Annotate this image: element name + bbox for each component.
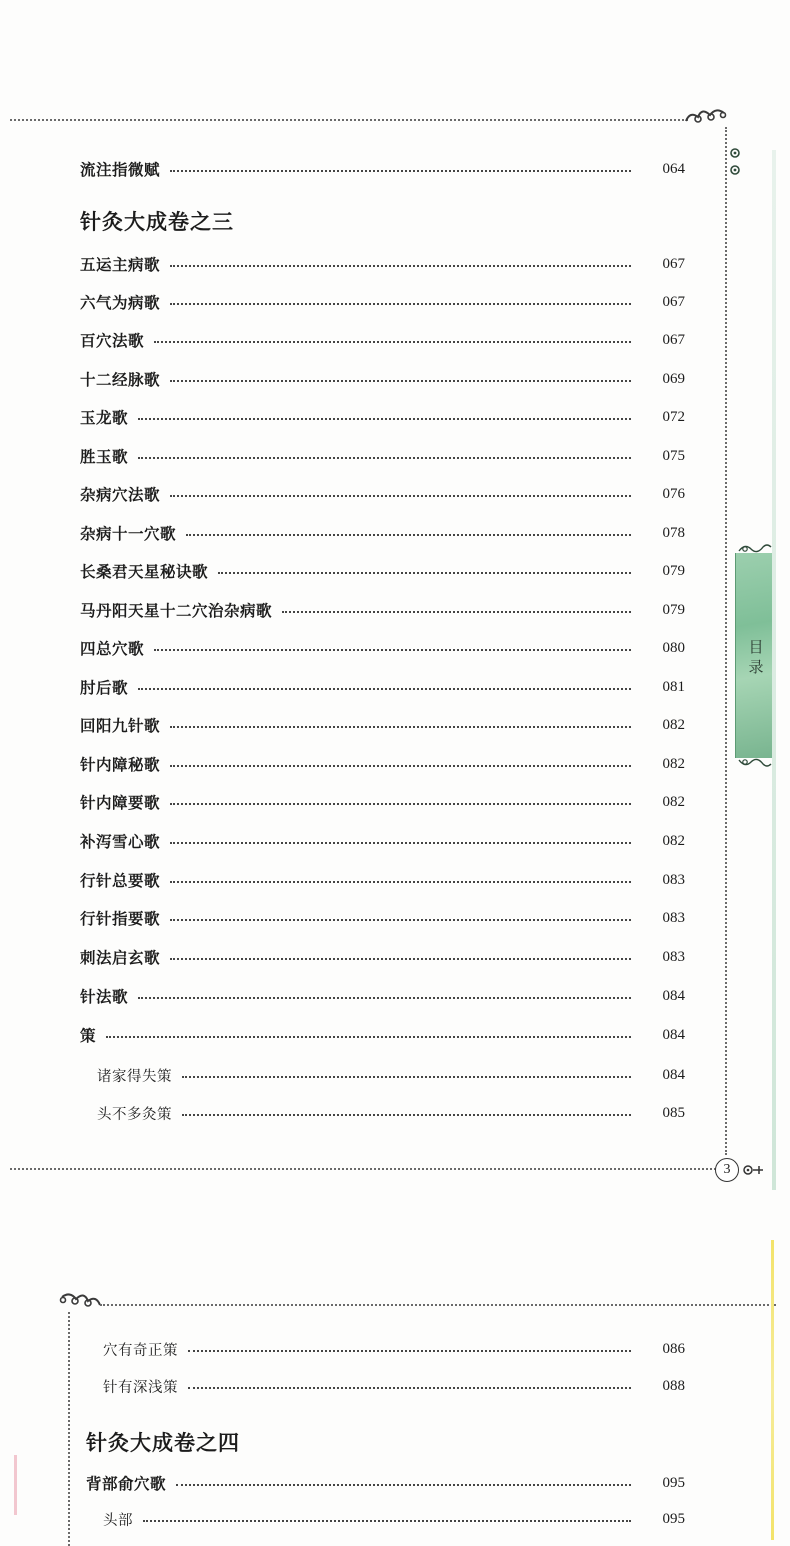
entry-title: 肘后歌 xyxy=(80,679,129,697)
dot-leader xyxy=(170,495,631,497)
entry-title: 头不多灸策 xyxy=(97,1106,172,1123)
toc-entry[interactable] xyxy=(80,829,685,853)
toc-sub-entry[interactable] xyxy=(97,1101,685,1125)
entry-page: 078 xyxy=(662,524,685,541)
entry-title: 五运主病歌 xyxy=(80,256,161,274)
toc-entry[interactable] xyxy=(80,157,685,181)
toc-entry[interactable] xyxy=(80,598,685,622)
entry-page: 084 xyxy=(662,987,685,1004)
entry-title: 四总穴歌 xyxy=(80,640,145,658)
toc-sub-entry[interactable] xyxy=(97,1063,685,1087)
entry-title: 针内障要歌 xyxy=(80,794,161,812)
dot-leader xyxy=(170,726,631,728)
entry-page: 082 xyxy=(662,755,685,772)
dot-leader xyxy=(170,265,631,267)
entry-title: 杂病十一穴歌 xyxy=(80,525,177,543)
dot-leader xyxy=(143,1520,631,1522)
entry-page: 082 xyxy=(662,793,685,810)
dot-leader xyxy=(186,534,631,536)
dot-leader xyxy=(170,842,631,844)
entry-page: 088 xyxy=(662,1377,685,1394)
entry-page: 067 xyxy=(662,293,685,310)
bottom-dotted-border xyxy=(10,1168,716,1170)
dot-leader xyxy=(138,997,631,999)
left-dotted-border xyxy=(68,1312,70,1546)
entry-page: 095 xyxy=(662,1510,685,1527)
entry-page: 083 xyxy=(662,909,685,926)
toc-entry[interactable] xyxy=(80,252,685,276)
section-title: 针灸大成卷之四 xyxy=(86,1431,240,1455)
entry-page: 072 xyxy=(662,408,685,425)
cloud-ornament-icon xyxy=(684,103,730,129)
dot-leader xyxy=(188,1350,631,1352)
toc-entry[interactable] xyxy=(80,521,685,545)
entry-title: 策 xyxy=(80,1027,97,1045)
entry-title: 行针指要歌 xyxy=(80,910,161,928)
section-title: 针灸大成卷之三 xyxy=(80,210,234,234)
entry-page: 082 xyxy=(662,832,685,849)
entry-page: 067 xyxy=(662,255,685,272)
toc-sub-entry[interactable] xyxy=(103,1507,685,1531)
toc-entry[interactable] xyxy=(80,984,685,1008)
entry-title: 胜玉歌 xyxy=(80,448,129,466)
toc-entry[interactable] xyxy=(80,559,685,583)
toc-entry[interactable] xyxy=(80,405,685,429)
toc-entry[interactable] xyxy=(86,1471,685,1495)
dot-leader xyxy=(282,611,631,613)
toc-entry[interactable] xyxy=(80,945,685,969)
top-dotted-border xyxy=(10,119,688,121)
dot-leader xyxy=(170,765,631,767)
toc-entry[interactable] xyxy=(80,752,685,776)
entry-title: 针内障秘歌 xyxy=(80,756,161,774)
dot-leader xyxy=(170,919,631,921)
dot-leader xyxy=(188,1387,631,1389)
entry-title: 补泻雪心歌 xyxy=(80,833,161,851)
dot-leader xyxy=(170,170,631,172)
entry-page: 084 xyxy=(662,1026,685,1043)
entry-title: 百穴法歌 xyxy=(80,332,145,350)
entry-title: 六气为病歌 xyxy=(80,294,161,312)
page-edge-mark xyxy=(14,1455,17,1515)
entry-title: 回阳九针歌 xyxy=(80,717,161,735)
toc-entry[interactable] xyxy=(80,290,685,314)
dot-leader xyxy=(170,303,631,305)
entry-title: 背部俞穴歌 xyxy=(86,1475,167,1493)
toc-side-tab[interactable] xyxy=(735,553,776,758)
entry-title: 针有深浅策 xyxy=(103,1379,178,1396)
entry-title: 刺法启玄歌 xyxy=(80,949,161,967)
entry-page: 084 xyxy=(662,1066,685,1083)
cloud-ornament-icon xyxy=(56,1289,102,1313)
dot-leader xyxy=(138,418,631,420)
entry-title: 玉龙歌 xyxy=(80,409,129,427)
entry-title: 长桑君天星秘诀歌 xyxy=(80,563,209,581)
entry-page: 067 xyxy=(662,331,685,348)
page-number: 3 xyxy=(715,1158,739,1182)
toc-entry[interactable] xyxy=(80,636,685,660)
entry-page: 085 xyxy=(662,1104,685,1121)
toc-page-lower xyxy=(0,1200,790,1546)
entry-title: 穴有奇正策 xyxy=(103,1342,178,1359)
top-dotted-border xyxy=(100,1304,776,1306)
entry-title: 行针总要歌 xyxy=(80,872,161,890)
entry-page: 064 xyxy=(662,160,685,177)
dot-leader xyxy=(170,958,631,960)
dot-leader xyxy=(218,572,631,574)
toc-entry[interactable] xyxy=(80,713,685,737)
toc-entry[interactable] xyxy=(80,367,685,391)
entry-page: 083 xyxy=(662,871,685,888)
toc-entry[interactable] xyxy=(80,790,685,814)
entry-page: 075 xyxy=(662,447,685,464)
entry-title: 针法歌 xyxy=(80,988,129,1006)
flower-ornament-icon xyxy=(741,1162,765,1178)
entry-page: 095 xyxy=(662,1474,685,1491)
entry-page: 080 xyxy=(662,639,685,656)
toc-entry[interactable] xyxy=(80,675,685,699)
dot-leader xyxy=(106,1036,631,1038)
dot-leader xyxy=(154,341,631,343)
entry-page: 082 xyxy=(662,716,685,733)
side-tab-label: 目 录 xyxy=(748,638,764,676)
entry-page: 079 xyxy=(662,601,685,618)
entry-page: 076 xyxy=(662,485,685,502)
toc-entry[interactable] xyxy=(80,1023,685,1047)
dot-leader xyxy=(182,1076,631,1078)
dot-leader xyxy=(170,881,631,883)
entry-page: 069 xyxy=(662,370,685,387)
entry-page: 083 xyxy=(662,948,685,965)
double-circle-ornament-icon xyxy=(729,146,741,178)
dot-leader xyxy=(138,457,631,459)
dot-leader xyxy=(182,1114,631,1116)
page-edge-stripe xyxy=(772,150,776,1190)
page-edge-stripe xyxy=(771,1240,774,1540)
dot-leader xyxy=(176,1484,631,1486)
dot-leader xyxy=(170,380,631,382)
entry-page: 086 xyxy=(662,1340,685,1357)
scroll-ornament-icon xyxy=(737,541,773,555)
right-dotted-border xyxy=(725,127,727,1155)
toc-entry[interactable] xyxy=(80,328,685,352)
toc-entry[interactable] xyxy=(80,482,685,506)
entry-title: 马丹阳天星十二穴治杂病歌 xyxy=(80,602,273,620)
entry-title: 头部 xyxy=(103,1512,133,1529)
dot-leader xyxy=(170,803,631,805)
entry-title: 杂病穴法歌 xyxy=(80,486,161,504)
toc-sub-entry[interactable] xyxy=(103,1337,685,1361)
dot-leader xyxy=(138,688,631,690)
entry-title: 流注指微赋 xyxy=(80,161,161,179)
entry-page: 081 xyxy=(662,678,685,695)
toc-entry[interactable] xyxy=(80,868,685,892)
dot-leader xyxy=(154,649,631,651)
entry-title: 诸家得失策 xyxy=(97,1068,172,1085)
toc-sub-entry[interactable] xyxy=(103,1374,685,1398)
entry-title: 十二经脉歌 xyxy=(80,371,161,389)
entry-page: 079 xyxy=(662,562,685,579)
toc-entry[interactable] xyxy=(80,444,685,468)
toc-entry[interactable] xyxy=(80,906,685,930)
scroll-ornament-icon xyxy=(737,756,773,770)
